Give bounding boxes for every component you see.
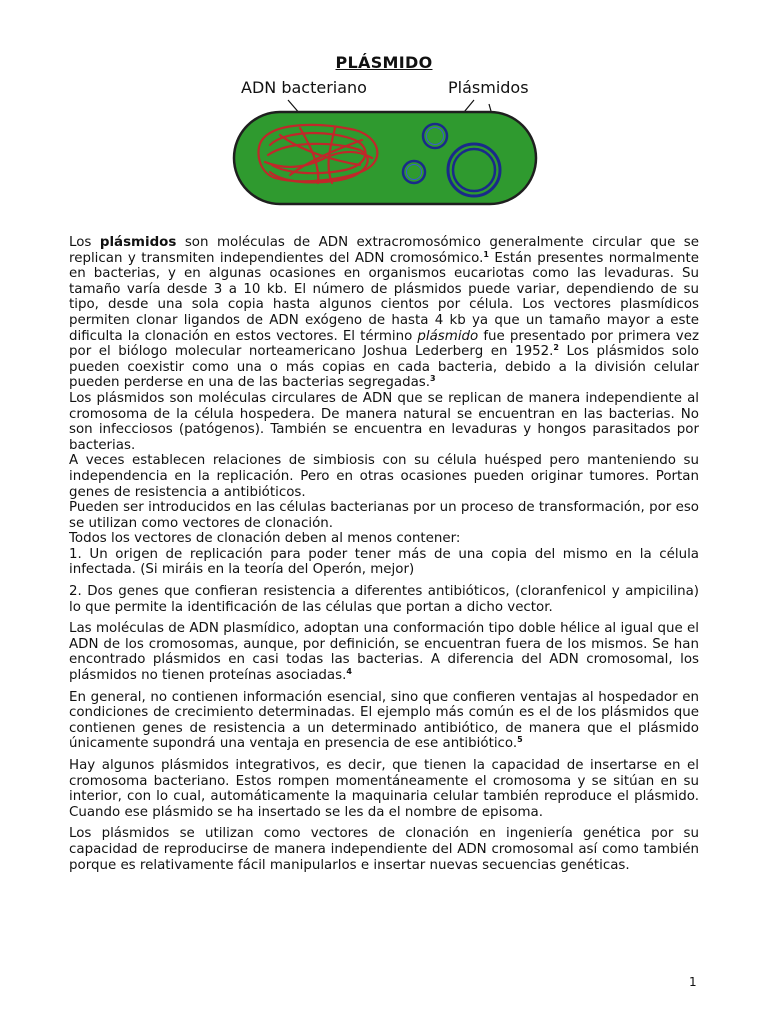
list-item-2: 2. Dos genes que confieran resistencia a diferentes antibióticos, (cloranfenicol y ampicilina) lo que permite la identificación de las células que portan a dicho vector. — [69, 584, 699, 615]
paragraph: Hay algunos plásmidos integrativos, es decir, que tienen la capacidad de insertarse en el cromosoma bacteriano. Estos rompen momentáneamente el cromosoma y se sitúan en su interior, con lo cual, automáticamente la maquinaria celular también reproduce el plásmido. Cuando ese plásmido se ha insertado se les da el nombre de episoma. — [69, 758, 699, 820]
paragraph: A veces establecen relaciones de simbiosis con su célula huésped pero manteniendo su independencia en la replicación. Pero en otras ocasiones pueden originar tumores. Portan genes de resistencia a antibióticos. — [69, 453, 699, 500]
paragraph-intro: Los plásmidos son moléculas de ADN extracromosómico generalmente circular que se replican y transmiten independientes del ADN cromosómico.$^1$ Están presentes normalmente en bacterias, y en algunas ocasiones en organismos eucariotas como las levaduras. Su tamaño varía desde 3 a 10 kb. El número de plásmidos puede variar, dependiendo de su tipo, desde una sola copia hasta algunos cientos por célula. Los vectores plasmídicos permiten clonar ligandos de ADN exógeno de hasta 4 kb ya que un tamaño mayor a este dificulta la clonación en estos vectores. El término plásmido fue presentado por primera vez por el biólogo molecular norteamericano Joshua Lederberg en 1952.$^2$ Los plásmidos solo pueden coexistir como una o más copias en cada bacteria, debido a la división celular pueden perderse en una de las bacterias segregadas.$^3$ — [69, 235, 699, 391]
footnote-ref: 2 — [553, 343, 559, 353]
body-text — [69, 235, 699, 873]
term-plasmido: plásmido — [417, 328, 479, 344]
list-item-1: 1. Un origen de replicación para poder tener más de una copia del mismo en la célula infectada. (Si miráis en la teoría del Operón, mejor) — [69, 546, 699, 578]
plasmid-diagram — [0, 0, 768, 230]
paragraph: Los plásmidos son moléculas circulares de ADN que se replican de manera independiente al cromosoma de la célula hospedera. De manera natural se encuentran en las bacterias. No son infecciosos (patógenos). También se encuentra en levaduras y hongos parasitados por bacterias. — [69, 390, 699, 453]
footnote-ref: 4 — [346, 667, 352, 677]
label-plasmids: Plásmidos — [448, 78, 529, 97]
paragraph: Todos los vectores de clonación deben al menos contener: — [69, 531, 461, 547]
paragraph: Los plásmidos se utilizan como vectores de clonación en ingeniería genética por su capacidad de reproducirse de manera independiente del ADN cromosomal así como también porque es relativamente fácil manipularlos e insertar nuevas secuencias genéticas. — [69, 826, 699, 873]
paragraph: En general, no contienen información esencial, sino que confieren ventajas al hospedador en condiciones de crecimiento determinadas. El ejemplo más común es el de los plásmidos que contienen genes de resistencia a un determinado antibiótico, de manera que el plásmido únicamente supondrá una ventaja en presencia de ese antibiótico.$^5$ — [69, 689, 699, 752]
paragraph: Las moléculas de ADN plasmídico, adoptan una conformación tipo doble hélice al igual que el ADN de los cromosomas, aunque, por definición, se encuentran fuera de los mismos. Se han encontrado plásmidos en casi todas las bacterias. A diferencia del ADN cromosomal, los plásmidos no tienen proteínas asociadas.$^4$ — [69, 621, 699, 684]
paragraph: Pueden ser introducidos en las células bacterianas por un proceso de transformación, por eso se utilizan como vectores de clonación. — [69, 500, 699, 531]
label-bacterial-dna: ADN bacteriano — [241, 78, 367, 97]
page-number: 1 — [689, 975, 697, 989]
term-plasmidos: plásmidos — [99, 235, 177, 250]
page-title: PLÁSMIDO — [335, 53, 433, 72]
footnote-ref: 3 — [430, 374, 436, 384]
footnote-ref: 1 — [483, 249, 489, 259]
footnote-ref: 5 — [517, 735, 523, 745]
